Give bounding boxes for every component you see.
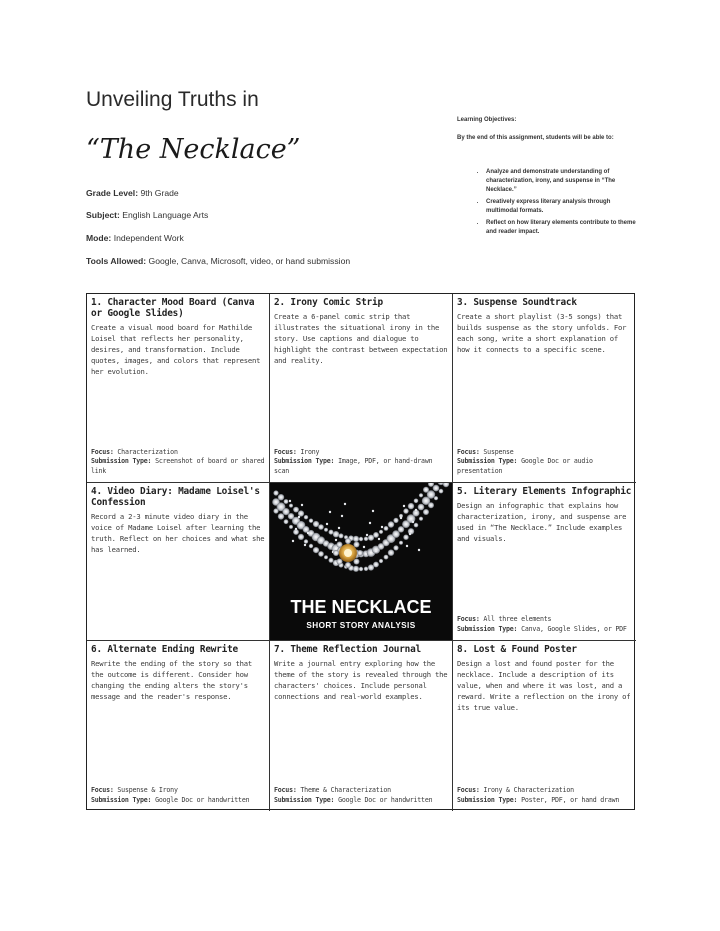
cell-description: Design a lost and found poster for the necklace. Include a description of its value, when and where it was lost, and a reward. Write a reflection on the irony of its true value. [457, 659, 631, 712]
cell-footer: Focus: Irony & Characterization Submission Type: Poster, PDF, or hand drawn [457, 786, 620, 804]
objective-item: • Creatively express literary analysis through multimodal formats. [486, 198, 636, 216]
title-line-2: “The Necklace” [86, 134, 301, 165]
grade-level: Grade Level: 9th Grade [86, 188, 179, 198]
cell-description: Write a journal entry exploring how the theme of the story is revealed through the characters' choices. Include personal connections and real-world examples. [274, 659, 448, 701]
choice-cell-1 [87, 294, 270, 483]
cell-title: 3. Suspense Soundtrack [457, 297, 577, 308]
cell-title: 7. Theme Reflection Journal [274, 644, 421, 655]
cell-description: Record a 2-3 minute video diary in the voice of Madame Loisel after learning the truth. Reflect on her choices and what she has learned. [91, 512, 265, 554]
objectives-list [476, 168, 636, 240]
objectives-heading: Learning Objectives: [457, 117, 517, 123]
image-subtitle: SHORT STORY ANALYSIS [306, 621, 416, 630]
subject: Subject: English Language Arts [86, 210, 209, 220]
necklace-illustration [270, 483, 452, 640]
cell-footer: Focus: Characterization Submission Type: Screenshot of board or shared link [91, 447, 265, 475]
cell-title: 2. Irony Comic Strip [274, 297, 383, 308]
choice-cell-7 [270, 641, 453, 811]
cell-footer: Focus: Theme & Characterization Submission Type: Google Doc or handwritten [274, 786, 433, 804]
cell-title: 5. Literary Elements Infographic [457, 486, 632, 497]
cell-title: 8. Lost & Found Poster [457, 644, 577, 655]
cell-footer: Focus: All three elements Submission Type: Canva, Google Slides, or PDF [457, 615, 627, 633]
cell-description: Create a short playlist (3-5 songs) that builds suspense as the story unfolds. For each song, write a short explanation of how it connects to a specific scene. [457, 312, 627, 354]
mode: Mode: Independent Work [86, 233, 184, 243]
necklace-image [270, 483, 453, 641]
cell-title: 6. Alternate Ending Rewrite [91, 644, 238, 655]
cell-title: 4. Video Diary: Madame Loisel's Confession [91, 486, 260, 508]
choice-cell-3 [453, 294, 636, 483]
cell-description: Create a 6-panel comic strip that illustrates the situational irony in the story. Use captions and dialogue to highlight the contrast between expectation and reality. [274, 312, 448, 365]
choice-cell-2 [270, 294, 453, 483]
title-line-1: Unveiling Truths in [86, 88, 259, 111]
tools-allowed: Tools Allowed: Google, Canva, Microsoft, video, or hand submission [86, 256, 351, 266]
objectives-intro: By the end of this assignment, students will be able to: [457, 135, 614, 141]
cell-footer: Focus: Irony Submission Type: Image, PDF, or hand-drawn scan [274, 447, 433, 475]
cell-description: Design an infographic that explains how characterization, irony, and suspense are used in “The Necklace.” Include examples and visuals. [457, 501, 627, 543]
choice-cell-8 [453, 641, 636, 811]
choice-cell-6 [87, 641, 270, 811]
cell-title: 1. Character Mood Board (Canva or Google Slides) [91, 297, 255, 319]
cell-description: Create a visual mood board for Mathilde Loisel that reflects her personality, desires, and transformation. Include quotes, images, and colors that represent her evolution. [91, 323, 261, 376]
cell-footer: Focus: Suspense Submission Type: Google Doc or audio presentation [457, 447, 593, 475]
image-title: THE NECKLACE [290, 597, 432, 617]
choice-cell-5 [453, 483, 636, 641]
cell-footer: Focus: Suspense & Irony Submission Type: Google Doc or handwritten [91, 786, 250, 804]
objective-item: • Analyze and demonstrate understanding of characterization, irony, and suspense in “The Necklace.” [486, 168, 636, 195]
cell-description: Rewrite the ending of the story so that the outcome is different. Consider how changing the ending alters the story's message and the reader's response. [91, 659, 252, 701]
objective-item: • Reflect on how literary elements contribute to theme and reader impact. [486, 219, 636, 237]
choice-board-grid [86, 293, 635, 810]
choice-cell-4 [87, 483, 270, 641]
